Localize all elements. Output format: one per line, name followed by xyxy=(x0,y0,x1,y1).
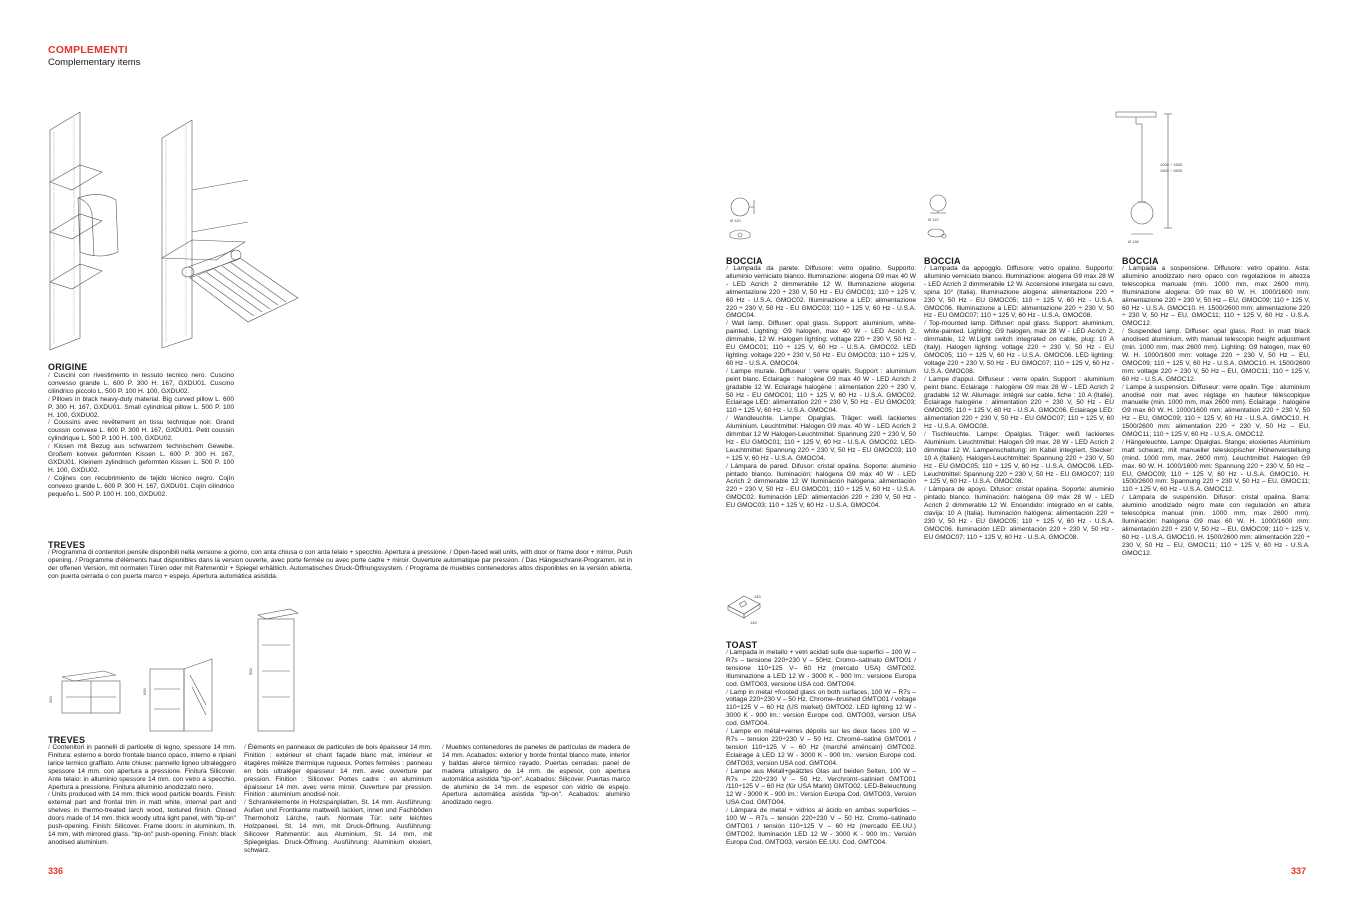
boccia-suspension-drawing xyxy=(1112,110,1222,250)
boccia-suspension-dim3: Ø 150 xyxy=(1128,239,1139,244)
boccia-wall-dim: Ø 110 xyxy=(730,218,741,223)
page-title: COMPLEMENTI xyxy=(48,44,128,56)
toast-title: TOAST xyxy=(726,640,758,650)
toast-dim1: 145 xyxy=(754,594,761,599)
boccia-table-dim: Ø 110 xyxy=(928,217,939,222)
treves-intro-title: TREVES xyxy=(48,540,86,550)
origine-description: / Cuscini con rivestimento in tessuto tecnico nero. Cuscino convesso grande L. 600 P. 300 H. 167, GXDU01. Cuscino cilindrico piccolo L. 500 P. 100 H. 100, GXDU02. / Pillows in black heavy-duty material. Big curved pillow L. 600 P. 300 H. 167, GXDU01. Small cylindrical pillow L. 500 P. 100 H. 100, GXDU02. / Coussins avec revêtement en tissu technique noir. Grand coussin convexe L. 600 P. 300 H. 167, GXDU01. Petit coussin cylindrique L. 500 P. 100 H. 100, GXDU02. / Kissen mit Bezug aus schwarzem technischem Gewebe. Großem konvex geformten Kissen L. 600 P. 300 H. 167, GXDU01. Kleinem zylindrisch geformten Kissen L. 500 P. 100 H. 100, GXDU02. / Cojines con recubrimiento de tejido técnico negro. Cojín convexo grande L. 600 P. 300 H. 167, GXDU01. Cojín cilíndrico pequeño L. 500 P. 100 H. 100, GXDU02. xyxy=(48,372,234,498)
boccia-suspension-title: BOCCIA xyxy=(1122,256,1159,266)
treves-illustration xyxy=(44,605,304,730)
toast-description: / Lampada in metallo + vetri acidati sulle due superfici – 100 W – R7s – tensione 220÷230 V – 50Hz. Cromo–satinato GMTO01 / tensione 110÷125 V– 60 Hz (mercato USA) GMTO02. Illuminazione a LED 12 W - 3000 K - 900 lm.: versione Europa cod. GMTO03, versione USA cod. GMTO04. / Lamp in metal +frosted glass on both surfaces, 100 W – R7s – voltage 220÷230 V – 50 Hz. Chrome–brushed GMTO01 / voltage 110÷125 V – 60 Hz (US market) GMTO02. LED lighting 12 W - 3000 K - 900 lm.: version Europe cod. GMTO03, version USA cod. GMTO04. / Lampe en métal+verres dépolis sur les deux faces 100 W – R7s – tension 220÷230 V – 50 Hz. Chromé–satiné GMTO01 / tension 110÷125 V – 60 Hz (marché américain) GMTO02. Eclairage à LED 12 W - 3000 K - 900 lm.: version Europe cod. GMTO03, version USA cod. GMTO04. / Lampe aus Metall+geätztes Glas auf beiden Seiten, 100 W – R7s – 220÷230 V – 50 Hz. Verchromt–satiniert GMTO01 /110÷125 V – 60 Hz (für USA Markt) GMTO02. LED-Beleuchtung 12 W - 3000 K - 900 lm.: Version Europa Cod. GMTO03, Version USA Cod. GMTO04. / Lámpara de metal + vidrios al ácido en ambas superficies – 100 W – R7s – tensión 220÷230 V – 50 Hz. Cromo–satinado GMTO01 / tensión 110÷125 V – 60 Hz (mercado EE.UU.) GMTO02. Iluminación LED 12 W - 3000 K - 900 lm.: Versión Europa Cod. GMTO03, versión EE.UU. Cod. GMTO04. xyxy=(726,649,917,846)
boccia-suspension-dim2: 1500 ÷ 2600 xyxy=(1160,168,1183,173)
treves-col1: / Contenitori in pannelli di particelle di legno, spessore 14 mm. Finitura: esterno e bordo frontale bianco opaco, interno e ripiani larice termico graffiato. Ante chiuse: pannello ligneo ultraleggero spessore 14 mm. con apertura a pressione. Finitura Silicover. Ante telaio: in alluminio spessore 14 mm. con vetro a specchio. Apertura a pressione. Finitura alluminio anodizzato nero. / Units produced with 14 mm. thick wood particle boards. Finish: external part and frontal trim in matt white, internal part and shelves in thermo-treated larch wood, textured finish. Closed doors made of 14 mm. thick woody ultra light panel, with "tip-on" push-opening. Finish: Silicover. Frame doors: in aluminium, th. 14 mm, with mirrored glass. "tip-on" push-opening. Finish: black anodised aluminium. xyxy=(48,744,236,846)
page-number-right: 337 xyxy=(1291,866,1307,876)
toast-drawing xyxy=(724,592,774,628)
boccia-suspension-dim1: 1000 ÷ 1600 xyxy=(1160,162,1183,167)
toast-dim2: 145 xyxy=(750,620,757,625)
treves-col2: / Éléments en panneaux de particules de bois épaisseur 14 mm. Finition : extérieur et chant façade blanc mat, intérieur et étagères mélèze thermique rugueux. Portes fermées : panneau en bois ultraléger épaisseur 14 mm. avec ouverture par pression. Finition : Silicover. Portes cadre : en aluminium épaisseur 14 mm. avec verre miroir. Ouverture par pression. Finition : aluminium anodisé noir. / Schrankelemente in Holzspanplatten, St. 14 mm. Ausführung: Außen und Frontkante mattweiß lackiert, innen und Fachböden Thermoholz Lärche, rauh. Normale Tür: sehr leichtes Holzpaneel, St. 14 mm, mit Druck-Öffnung. Ausführung: Silicover Rahmentür: aus Aluminium, St. 14 mm, mit Spiegelglas. Druck-Öffnung. Ausführung: Aluminium eloxiert, schwarz. xyxy=(244,744,432,854)
boccia-wall-description: / Lampada da parete. Diffusore: vetro opalino. Supporto: alluminio verniciato bianco. Illuminazione: alogena G9 max 40 W - LED Acrich 2 dimmerabile 12 W. Illuminazione alogena: alimentazione 220 ÷ 230 V, 50 Hz - EU GMOC01; 110 ÷ 125 V, 60 Hz - U.S.A. GMOC02. Illuminazione a LED: alimentazione 220 ÷ 230 V, 50 Hz - EU GMOC03; 110 ÷ 125 V, 60 Hz - U.S.A. GMOC04. / Wall lamp. Diffuser: opal glass. Support: aluminium, white-painted. Lighting: G9 halogen, max 40 W - LED Acrich 2, dimmable, 12 W. Halogen lighting: voltage 220 ÷ 230 V, 50 Hz - EU GMOC01; 110 ÷ 125 V, 60 Hz - U.S.A. GMOC02. LED lighting: voltage 220 ÷ 230 V, 50 Hz - EU GMOC03; 110 ÷ 125 V, 60 Hz - U.S.A. GMOC04. / Lampe murale. Diffuseur : verre opalin. Support : aluminium peint blanc. Eclairage : halogène G9 max 40 W - LED Acrich 2 gradable 12 W. Eclairage halogène : alimentation 220 ÷ 230 V, 50 Hz - EU GMOC01; 110 ÷ 125 V, 60 Hz - U.S.A. GMOC02. Eclairage LED: alimentation 220 ÷ 230 V, 50 Hz - EU GMOC03; 110 ÷ 125 V, 60 Hz - U.S.A. GMOC04. / Wandleuchte. Lampe: Opalglas. Träger: weiß lackiertes Aluminium. Leuchtmittel: Halogen G9 max. 40 W - LED Acrich 2 dimmbar 12 W Halogen-Leuchtmittel: Spannung 220 ÷ 230 V, 50 Hz - EU GMOC01; 110 ÷ 125 V, 60 Hz - U.S.A. GMOC02. LED-Leuchtmittel: Spannung 220 ÷ 230 V, 50 Hz - EU GMOC03; 110 ÷ 125 V, 60 Hz - U.S.A. GMOC04. / Lámpara de pared. Difusor: cristal opalina. Soporte: aluminio pintado blanco. Iluminación: halógena G9 máx 40 W - LED Acrich 2 dimmerable 12 W Iluminación halógena: alimentación 220 ÷ 230 V, 50 Hz - EU GMOC01; 110 ÷ 125 V, 60 Hz - U.S.A. GMOC02. Iluminación LED: alimentación 220 ÷ 230 V, 50 Hz - EU GMOC03; 110 ÷ 125 V, 60 Hz - U.S.A. GMOC04. xyxy=(726,265,916,510)
boccia-table-drawing xyxy=(924,193,964,245)
origine-title: ORIGINE xyxy=(48,362,88,372)
boccia-table-description: / Lampada da appoggio. Diffusore: vetro opalino. Supporto: alluminio verniciato bianco. Illuminazione: alogena G9 max 28 W - LED Acrich 2 dimmerabile 12 W. Accensione intergata su cavo, spina 10° (Italia). Illuminazione alogena: alimentazione 220 ÷ 230 V, 50 Hz - EU GMOC05; 110 ÷ 125 V, 60 Hz - U.S.A. GMOC06. Illuminazione a LED: alimentazione 220 ÷ 230 V, 50 Hz - EU GMOC07; 110 ÷ 125 V, 60 Hz - U.S.A. GMOC08. / Top-mounted lamp. Diffuser: opal glass. Support: aluminium, white-painted. Lighting: G9 halogen, max 28 W - LED Acrich 2, dimmable, 12 W.Light switch integrated on cable, plug: 10 A (Italy). Halogen lighting: voltage 220 ÷ 230 V, 50 Hz - EU GMOC05; 110 ÷ 125 V, 60 Hz - U.S.A. GMOC06. LED lighting: voltage 220 ÷ 230 V, 50 Hz - EU GMOC07; 110 ÷ 125 V, 60 Hz - U.S.A. GMOC08. / Lampe d'appui. Diffuseur : verre opalin. Support : aluminium peint blanc. Eclairage : halogène G9 max 28 W - LED Acrich 2 gradable 12 W. Allumage: intégré sur cable, fiche : 10 A (Italie). Eclairage halogène : alimentation 220 ÷ 230 V, 50 Hz - EU GMOC05; 110 ÷ 125 V, 60 Hz - U.S.A. GMOC06. Eclairage LED: alimentation 220 ÷ 230 V, 50 Hz - EU GMOC07; 110 ÷ 125 V, 60 Hz - U.S.A. GMOC08. / Tischleuchte. Lampe: Opalglas. Träger: weiß lackiertes Aluminium. Leuchtmittel: Halogen G9 max. 28 W - LED Acrich 2 dimmbar 12 W. Lampenschaltung: im Kabel integriert, Stecker: 10 A (Italien). Halogen-Leuchtmittel: Spannung 220 ÷ 230 V, 50 Hz - EU GMOC05; 110 ÷ 125 V, 60 Hz - U.S.A. GMOC06. LED-Leuchtmittel: Spannung 220 ÷ 230 V, 50 Hz - EU GMOC07; 110 ÷ 125 V, 60 Hz - U.S.A. GMOC08. / Lámpara de apoyo. Difusor: cristal opalina. Soporte: aluminio pintado blanco. Iluminación: halógena G9 máx 28 W - LED Acrich 2 dimmerable 12 W. Encendido: integrado en el cable, clavija: 10 A (Italia). Iluminación halógena: alimentación 220 ÷ 230 V, 50 Hz - EU GMOC05; 110 ÷ 125 V, 60 Hz - U.S.A. GMOC06. Iluminación LED: alimentación 220 ÷ 230 V, 50 Hz - EU GMOC07; 110 ÷ 125 V, 60 Hz - U.S.A. GMOC08. xyxy=(924,265,1115,541)
dim-300: 300 xyxy=(48,696,53,703)
treves-title: TREVES xyxy=(48,735,86,745)
page-number-left: 336 xyxy=(48,866,64,876)
boccia-wall-drawing xyxy=(726,195,766,245)
treves-intro-text: / Programma di contenitori pensile disponibili nella versione a giorno, con anta chiusa o con anta telaio + specchio. Apertura a pressione. / Open-faced wall units, with door or frame door + mirror. Push opening. / Programme d'éléments haut disponibles dans la version ouverte, avec porte fermée ou avec porte cadre + miroir. Ouverture automatique par pression. / Das Hängeschrank-Programm. ist in der offenen Version, mit normalen Türen oder mit Rahmentür + Spiegel erhältlich. Automatisches Druck-Öffnungssystem. / Programa de muebles contenedores altos disponibles en la versión abierta, con puerta cerrada o con puerta marco + espejo. Apertura automática asistida. xyxy=(48,549,632,580)
boccia-suspension-description: / Lampada a sospensione. Diffusore: vetro opalino. Asta: alluminio anodizzato nero opaco con regolazione in altezza telescopica manuale (min. 1000 mm, max 2600 mm). Illuminazione alogena: G9 max 60 W. H. 1000/1600 mm: alimentazione 220 ÷ 230 V, 50 Hz – EU, GMOC09; 110 ÷ 125 V, 60 Hz - U.S.A. GMOC10. H. 1500/2600 mm: alimentazione 220 ÷ 230 V, 50 Hz – EU, GMOC11; 110 ÷ 125 V, 60 Hz - U.S.A. GMOC12. / Suspended lamp. Diffuser: opal glass. Rod: in matt black anodised aluminium, with manual telescopic height adjustment (min. 1000 mm, max 2600 mm). Lighting: G9 halogen, max 60 W. H. 1000/1600 mm: voltage 220 ÷ 230 V, 50 Hz – EU, GMOC09; 110 ÷ 125 V, 60 Hz - U.S.A. GMOC10. H. 1500/2600 mm: voltage 220 ÷ 230 V, 50 Hz – EU, GMOC11; 110 ÷ 125 V, 60 Hz - U.S.A. GMOC12. / Lampe à suspension. Diffuseur: verre opalin. Tige : aluminium anodisé noir mat avec réglage en hauteur télescopique manuelle (min. 1000 mm, max 2600 mm). Eclairage : halogène G9 max 60 W. H. 1000/1600 mm: alimentation 220 ÷ 230 V, 50 Hz – EU, GMOC09; 110 ÷ 125 V, 60 Hz - U.S.A. GMOC10. H. 1500/2600 mm: alimentation 220 ÷ 230 V, 50 Hz – EU, GMOC11; 110 ÷ 125 V, 60 Hz - U.S.A. GMOC12. / Hängeleuchte. Lampe: Opalglas. Stange: eloxiertes Aluminium matt schwarz, mit manueller teleskopischer Höhenverstellung (mind. 1000 mm, max. 2600 mm). Leuchtmittel: Halogen G9 max. 60 W. H. 1000/1600 mm: Spannung 220 ÷ 230 V, 50 Hz – EU, GMOC09; 110 ÷ 125 V, 60 Hz - U.S.A. GMOC10. H. 1500/2600 mm: Spannung 220 ÷ 230 V, 50 Hz – EU, GMOC11; 110 ÷ 125 V, 60 Hz - U.S.A. GMOC12. / Lámpara de suspensión. Difusor: cristal opalina. Barra: aluminio anodizado negro mate con regulación en altura telescópica manual (min. 1000 mm, max 2600 mm). Iluminación: halógena G9 max 60 W. H. 1000/1600 mm: alimentación 220 ÷ 230 V, 50 Hz – EU, GMOC09; 110 ÷ 125 V, 60 Hz - U.S.A. GMOC10. H. 1500/2600 mm: alimentación 220 ÷ 230 V, 50 Hz – EU, GMOC11; 110 ÷ 125 V, 60 Hz - U.S.A. GMOC12. xyxy=(1122,265,1311,557)
page-subtitle: Complementary items xyxy=(48,57,141,68)
treves-col3: / Muebles contenedores de paneles de partículas de madera de 14 mm. Acabados: exterior y borde frontal blanco mate, interior y baldas alerce térmico rayado. Puertas cerradas: panel de madera ultraligero de 14 mm. de espesor, con apertura automática asistida "tip-on". Acabados: Silicover. Puertas marco de aluminio de 14 mm. de espesor con vidrio de espejo. Apertura automática asistida "tip-on". Acabados: aluminio anodizado negro. xyxy=(442,744,630,807)
dim-600: 600 xyxy=(142,688,147,695)
origine-illustration xyxy=(40,110,300,350)
boccia-wall-title: BOCCIA xyxy=(726,256,763,266)
boccia-table-title: BOCCIA xyxy=(924,256,961,266)
dim-900: 900 xyxy=(248,668,253,675)
